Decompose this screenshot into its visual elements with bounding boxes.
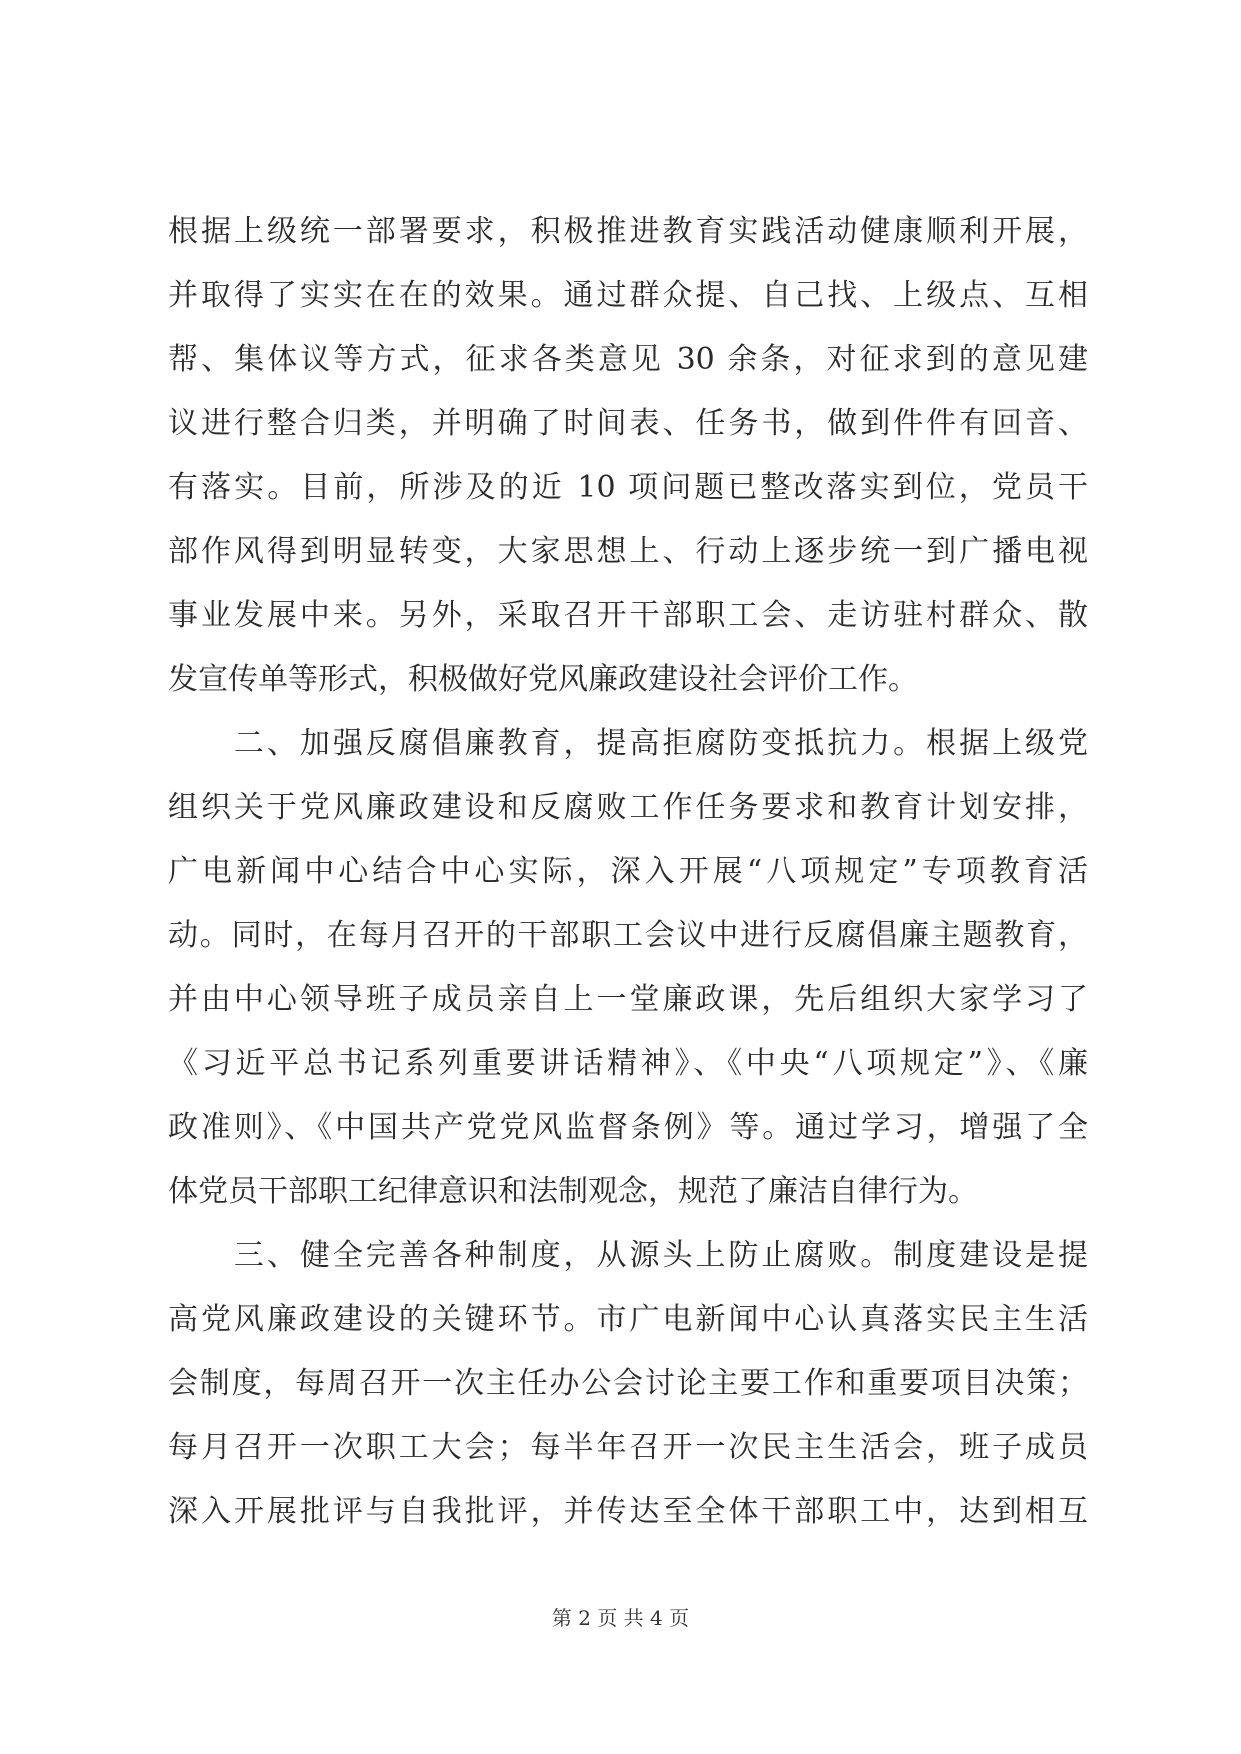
text-line: 《习近平总书记系列重要讲话精神》、《中央“八项规定”》、《廉 [168, 1046, 1088, 1081]
text-line: 每月召开一次职工大会；每半年召开一次民主生活会，班子成员 [168, 1430, 1088, 1465]
text-line: 高党风廉政建设的关键环节。市广电新闻中心认真落实民主生活 [168, 1302, 1088, 1337]
text-line: 动。同时，在每月召开的干部职工会议中进行反腐倡廉主题教育， [168, 918, 1088, 953]
text-line: 事业发展中来。另外，采取召开干部职工会、走访驻村群众、散 [168, 598, 1088, 633]
text-line: 会制度，每周召开一次主任办公会讨论主要工作和重要项目决策； [168, 1366, 1088, 1401]
text-line: 根据上级统一部署要求，积极推进教育实践活动健康顺利开展， [168, 214, 1088, 249]
text-line: 广电新闻中心结合中心实际，深入开展“八项规定”专项教育活 [168, 854, 1088, 889]
text-line: 政准则》、《中国共产党党风监督条例》等。通过学习，增强了全 [168, 1110, 1088, 1145]
text-line: 并取得了实实在在的效果。通过群众提、自己找、上级点、互相 [168, 278, 1088, 313]
text-line: 帮、集体议等方式，征求各类意见 30 余条，对征求到的意见建 [168, 342, 1088, 377]
text-line: 三、健全完善各种制度，从源头上防止腐败。制度建设是提 [168, 1238, 1088, 1273]
page-footer: 第 2 页 共 4 页 [551, 1606, 690, 1630]
text-line: 议进行整合归类，并明确了时间表、任务书，做到件件有回音、 [168, 406, 1088, 441]
text-line: 深入开展批评与自我批评，并传达至全体干部职工中，达到相互 [168, 1494, 1088, 1529]
text-line: 部作风得到明显转变，大家思想上、行动上逐步统一到广播电视 [168, 534, 1088, 569]
text-line: 二、加强反腐倡廉教育，提高拒腐防变抵抗力。根据上级党 [168, 726, 1088, 761]
text-line: 体党员干部职工纪律意识和法制观念，规范了廉洁自律行为。 [168, 1174, 978, 1209]
text-line: 有落实。目前，所涉及的近 10 项问题已整改落实到位，党员干 [168, 470, 1088, 505]
document-body [168, 200, 1088, 1544]
text-line: 组织关于党风廉政建设和反腐败工作任务要求和教育计划安排， [168, 790, 1088, 825]
text-line: 并由中心领导班子成员亲自上一堂廉政课，先后组织大家学习了 [168, 982, 1088, 1017]
text-line: 发宣传单等形式，积极做好党风廉政建设社会评价工作。 [168, 662, 918, 697]
